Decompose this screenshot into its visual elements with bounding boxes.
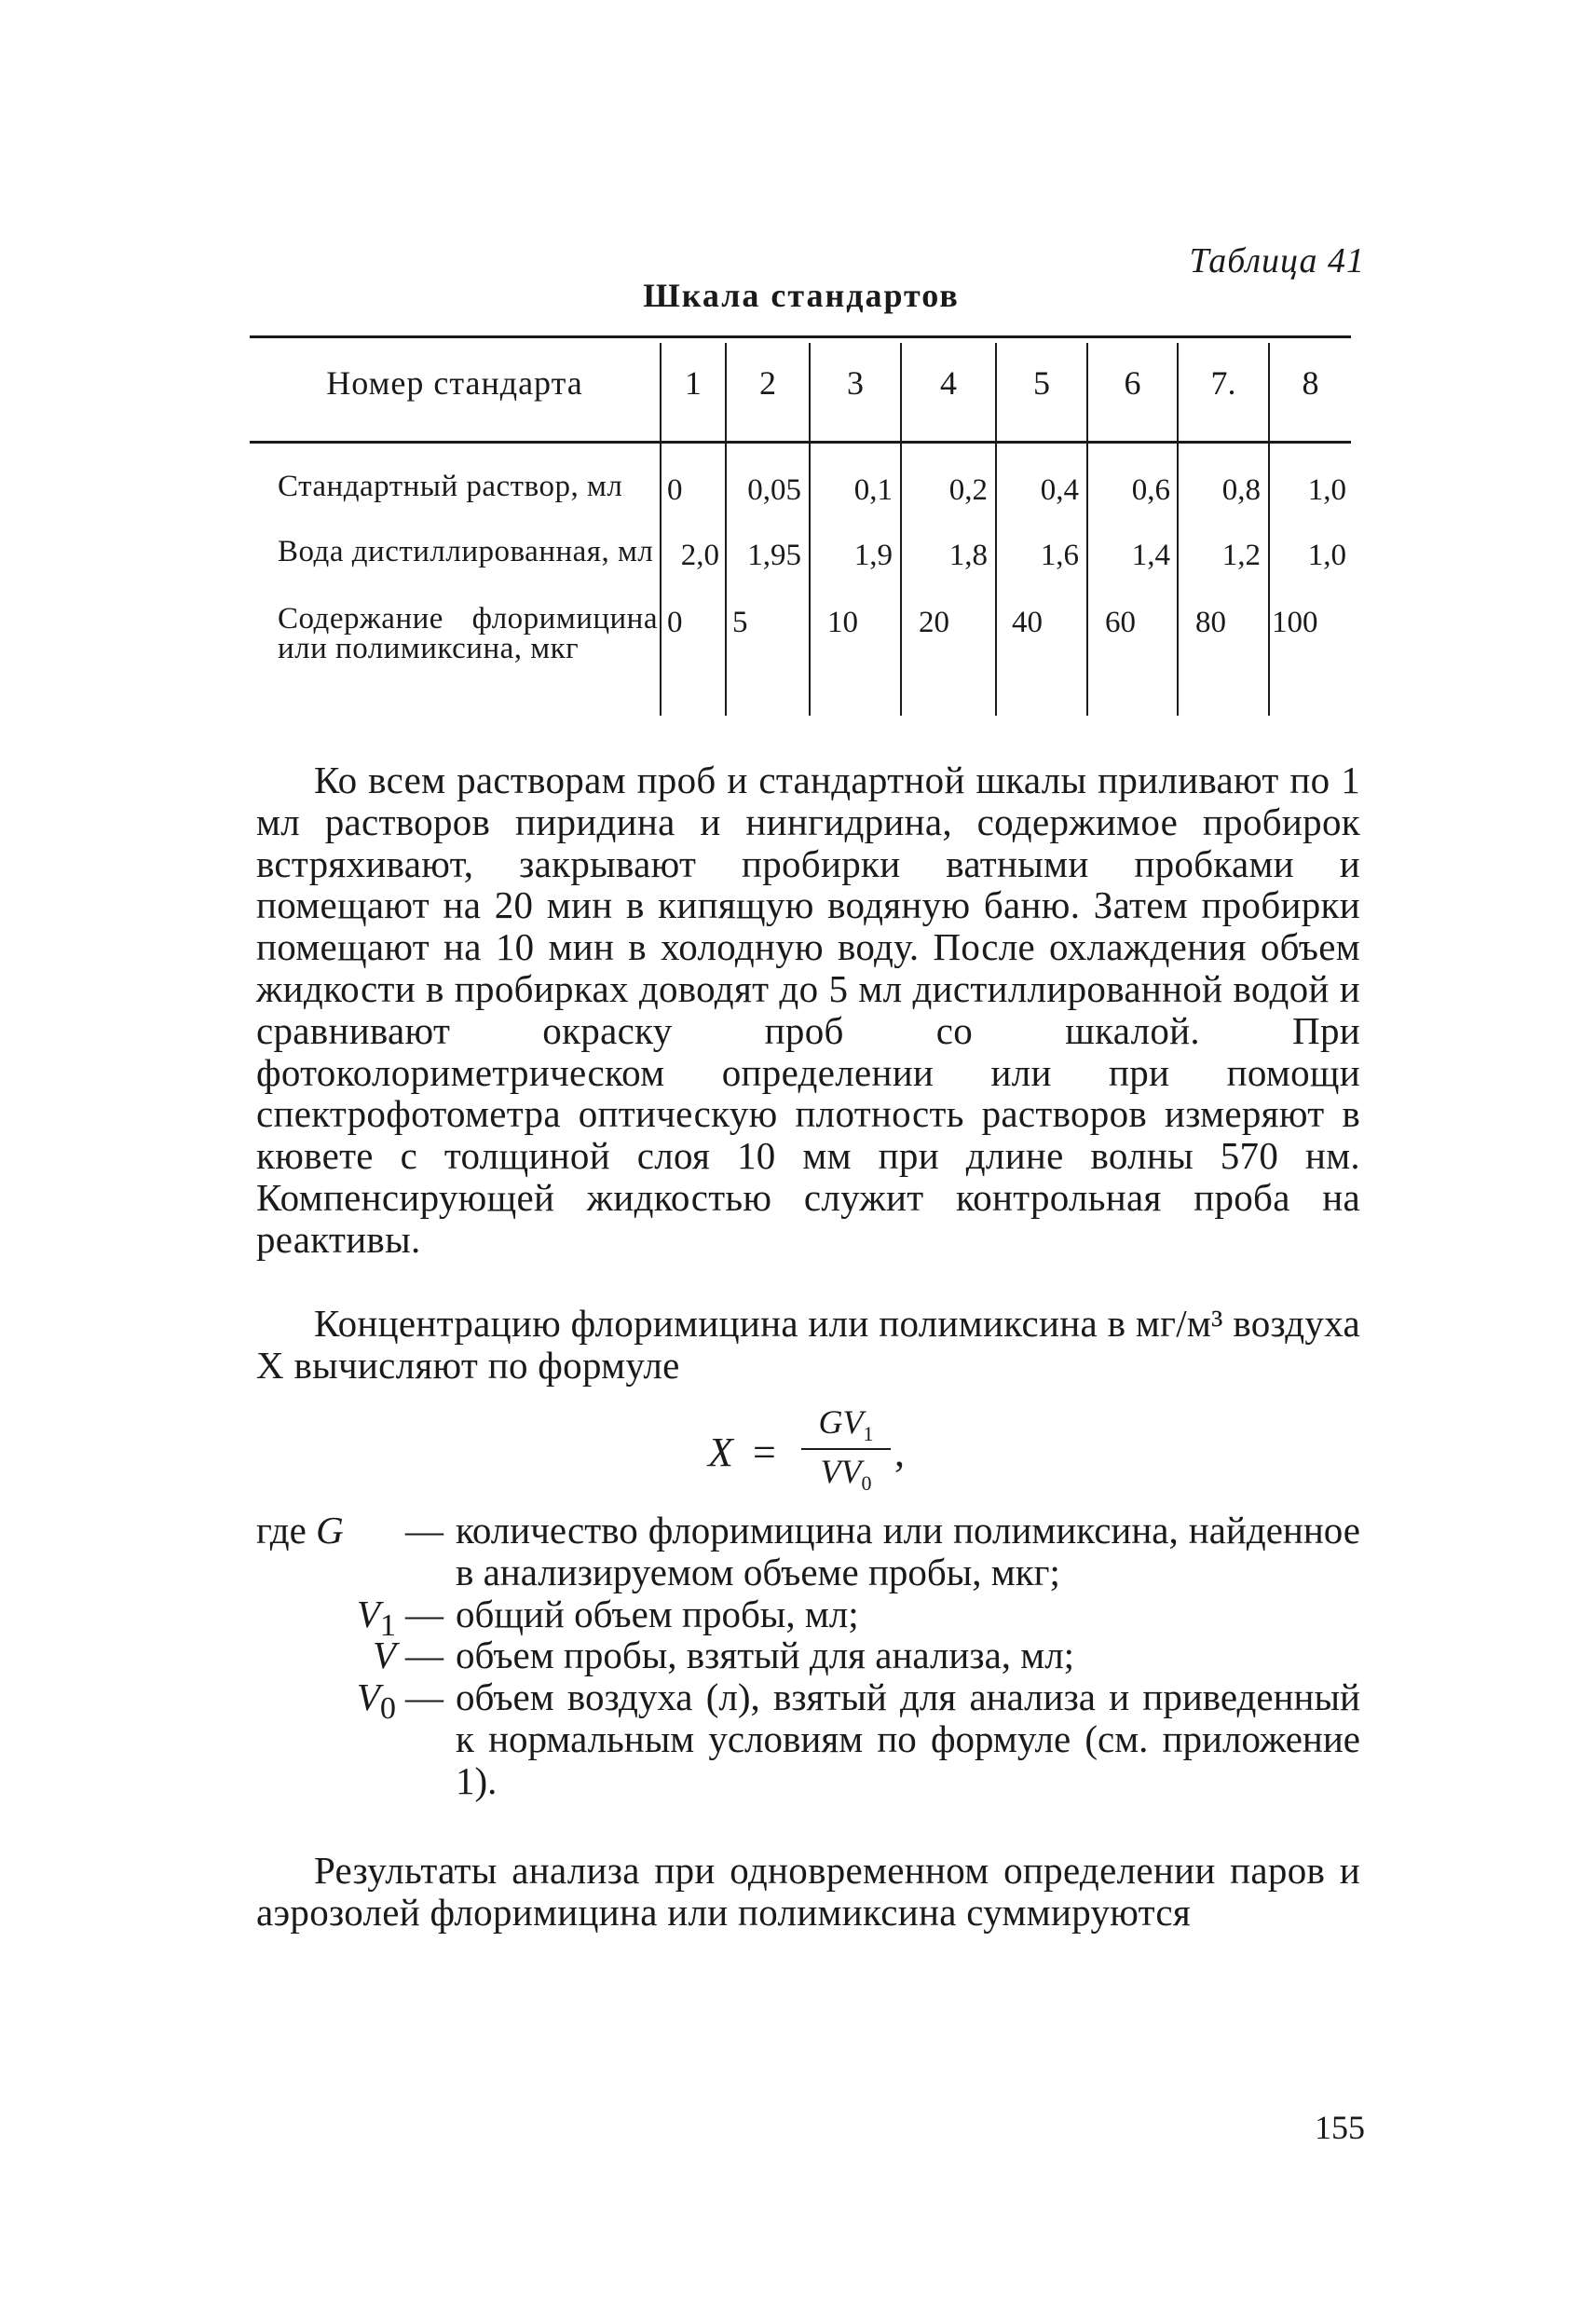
table-cell: 0,05 [747,473,801,507]
definition-dash: — [405,1634,443,1677]
definition-item [256,1634,1360,1676]
definition-where: где [256,1509,307,1552]
table-caption: Таблица 41 [1189,241,1365,280]
definition-symbol-letter: G [316,1509,344,1552]
formula-numerator-sub: 1 [863,1422,874,1446]
definition-symbol [256,1510,396,1552]
definition-symbol-sub: 0 [379,1691,396,1727]
table-cell: 5 [732,606,748,639]
table-cell: 0,6 [1131,473,1170,507]
table-cell: 0,4 [1040,473,1079,507]
table-cell: 0,1 [853,473,893,507]
header-number: 3 [847,364,864,402]
definition-text: объем пробы, взятый для анализа, мл; [456,1634,1075,1677]
row-label: Вода дистиллированная, мл [278,535,654,568]
definition-item [256,1510,1360,1593]
definition-text: количество флоримицина или полимиксина, найденное в анализируемом объеме пробы, мкг; [456,1509,1360,1593]
table-cell: 40 [1012,606,1043,639]
table-cell: 80 [1195,606,1226,639]
header-label: Номер стандарта [326,364,583,402]
formula-numerator-text: GV [818,1403,864,1441]
table-cell: 0,8 [1221,473,1261,507]
header-number: 6 [1124,364,1141,402]
header-number: 1 [685,364,702,402]
definition-dash: — [405,1509,443,1552]
definitions-list [256,1510,1360,1802]
standards-table [250,335,1351,713]
table-cell: 1,2 [1221,539,1261,572]
definition-symbol-sub: 1 [379,1607,396,1643]
formula [708,1402,950,1514]
table-top-rule [250,335,1351,338]
table-cell: 1,4 [1131,539,1170,572]
table-cell: 0 [667,473,683,507]
definition-symbol-letter: V [356,1592,380,1635]
row-label: Содержание флоримицина или полимиксина, мкг [278,602,658,665]
formula-equals: = [753,1429,776,1475]
formula-denominator-text: VV [820,1453,862,1491]
definition-dash: — [405,1592,443,1635]
paragraph-procedure: Ко всем растворам проб и стандартной шкалы приливают по 1 мл растворов пиридина и нингидрина, содержимое пробирок встряхивают, закрывают пробирки ватными пробками и помещают на 20 мин в кипящую водяную баню. Затем пробирки помещают на 10 мин в холодную воду. После охлаждения объем жидкости в пробирках доводят до 5 мл дистиллированной водой и сравнивают окраску проб со шкалой. При фотоколориметрическом определении или при помощи спектрофотометра оптическую плотность растворов измеряют в кювете с толщиной слоя 10 мм при длине волны 570 нм. Компенсирующей жидкостью служит контрольная проба на реактивы. [256,759,1360,1261]
definition-symbol [256,1634,396,1676]
table-header-rule [250,441,1351,444]
paragraph-results: Результаты анализа при одновременном определении паров и аэрозолей флоримицина или полимиксина суммируются [256,1849,1360,1934]
definition-item [256,1676,1360,1801]
definition-dash: — [405,1675,443,1719]
table-cell: 1,0 [1307,473,1346,507]
page-number: 155 [1315,2109,1365,2146]
definition-text: общий объем пробы, мл; [456,1592,859,1635]
formula-denominator-sub: 0 [861,1471,872,1496]
table-cell: 20 [919,606,949,639]
definition-symbol-letter: V [356,1675,380,1719]
table-cell: 0 [667,606,683,639]
formula-fraction [801,1402,891,1496]
definition-symbol [256,1676,396,1730]
table-cell: 2,0 [680,539,719,572]
table-cell: 10 [827,606,858,639]
paragraph-concentration-text: Концентрацию флоримицина или полимиксина в мг/м³ воздуха X вычисляют по формуле [256,1302,1360,1387]
table-cell: 100 [1272,606,1318,639]
header-number: 5 [1033,364,1050,402]
definition-text: объем воздуха (л), взятый для анализа и приведенный к нормальным условиям по формуле (см. приложение 1). [456,1675,1360,1802]
table-cell: 1,8 [948,539,988,572]
header-number: 8 [1302,364,1319,402]
table-cell: 0,2 [948,473,988,507]
header-number: 2 [759,364,776,402]
paragraph-concentration [256,1303,1360,1387]
table-cell: 60 [1105,606,1136,639]
definition-item [256,1592,1360,1643]
header-number: 7. [1210,364,1236,402]
fraction-bar [801,1448,891,1450]
formula-numerator [801,1402,891,1446]
definition-symbol-letter: V [372,1634,396,1677]
table-title: Шкала стандартов [643,277,960,314]
table-cell: 1,0 [1307,539,1346,572]
table-cell: 1,95 [747,539,801,572]
formula-denominator [801,1452,891,1496]
row-label: Стандартный раствор, мл [278,470,623,503]
formula-comma: , [894,1429,905,1475]
header-number: 4 [940,364,957,402]
formula-lhs: X [708,1429,733,1475]
table-cell: 1,6 [1040,539,1079,572]
table-cell: 1,9 [853,539,893,572]
